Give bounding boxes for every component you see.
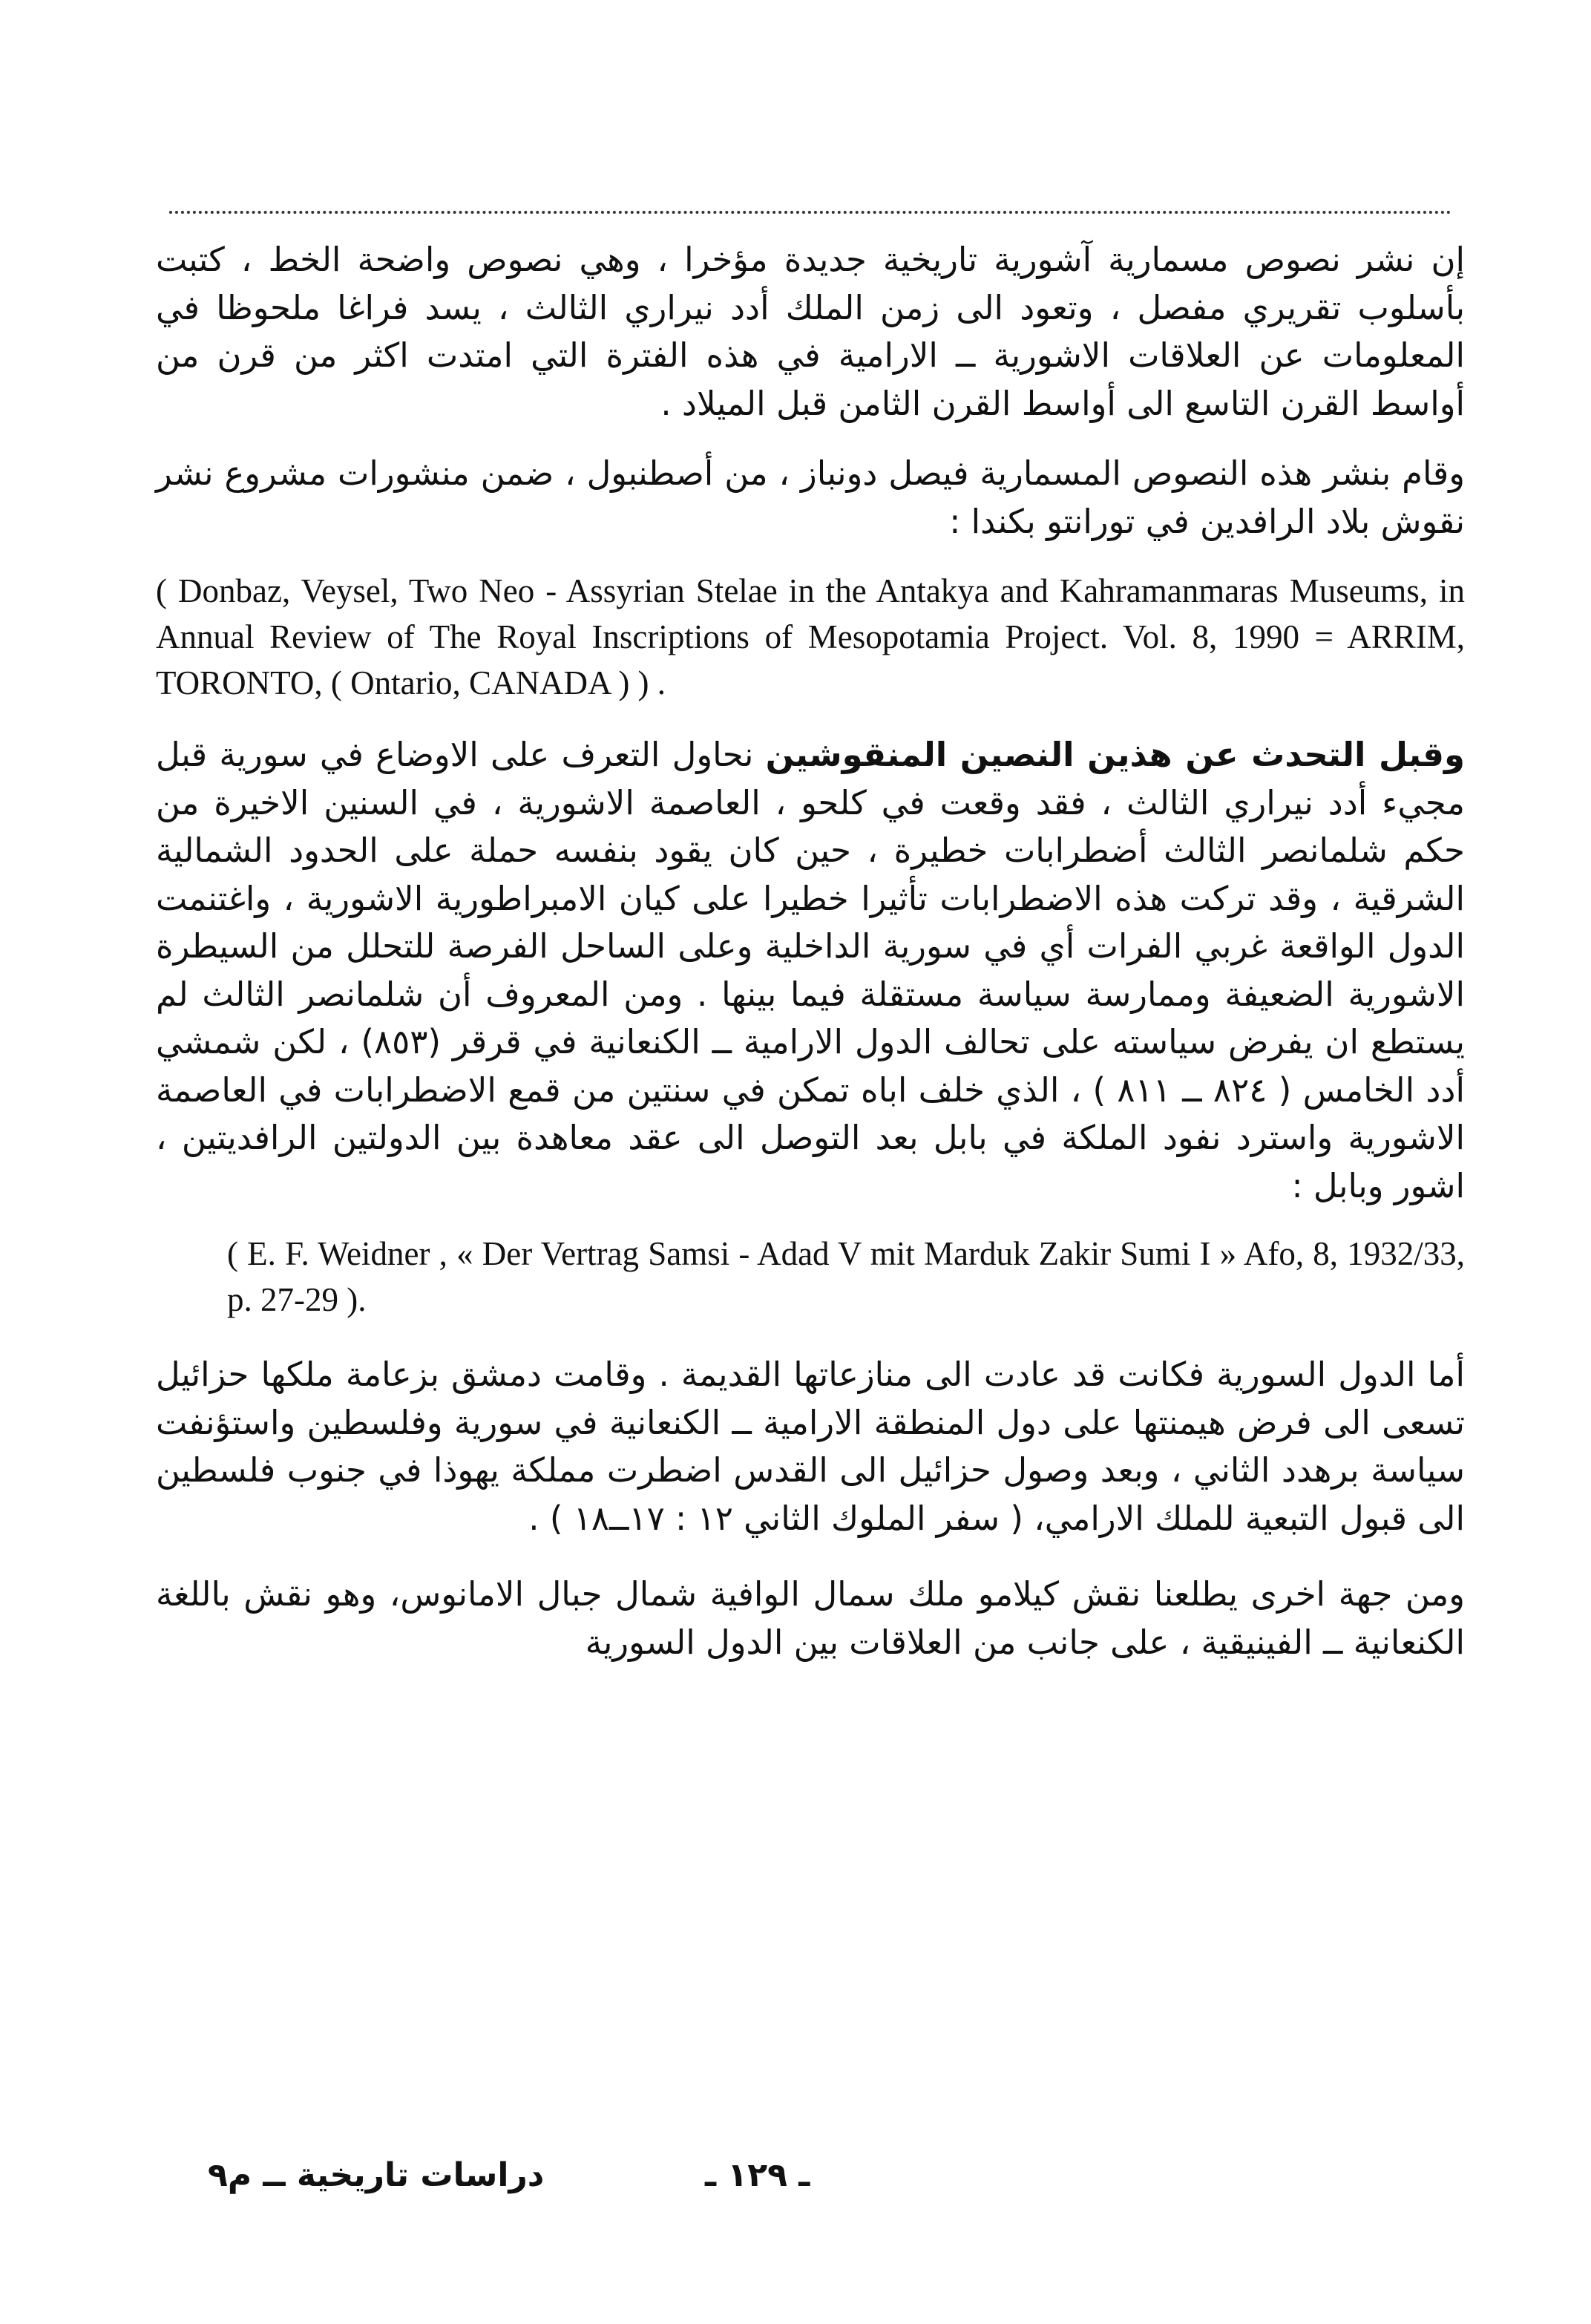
paragraph-syrian-states: أما الدول السورية فكانت قد عادت الى منازعاتها القديمة . وقامت دمشق بزعامة ملكها حزائيل تسعى الى فرض هيمنتها على دول المنطقة الارامية ــ الكنعانية في سورية وفلسطين واستؤنفت سياسة برهدد الثاني ، وبعد وصول حزائيل الى القدس اضطرت مملكة يهوذا في جنوب فلسطين الى قبول التبعية للملك الارامي، ( سفر الملوك الثاني ١٢ : ١٧ــ١٨ ) . (156, 1355, 1465, 1538)
citation-weidner: ( E. F. Weidner , « Der Vertrag Samsi - Adad V mit Marduk Zakir Sumi I » Afo, 8, 1932/33, p. 27-29 ). (227, 1235, 1465, 1318)
paragraph-lead-bold: وقبل التحدث عن هذين النصين المنقوشين (765, 735, 1465, 774)
body-text (156, 236, 1465, 1666)
top-divider (169, 211, 1451, 214)
page-number: ـ ١٢٩ ـ (705, 2156, 810, 2194)
paragraph-syria-body: نحاول التعرف على الاوضاع في سورية قبل مجيء أدد نيراري الثالث ، فقد وقعت في كلحو ، العاصمة الاشورية ، في السنين الاخيرة من حكم شلمانصر الثالث أضطرابات خطيرة ، حين كان يقود بنفسه حملة على الحدود الشمالية الشرقية ، وقد تركت هذه الاضطرابات تأثيرا خطيرا على كيان الامبراطورية الاشورية ، واغتنمت الدول الواقعة غربي الفرات أي في سورية الداخلية وعلى الساحل الفرصة للتحلل من السيطرة الاشورية الضعيفة وممارسة سياسة مستقلة فيما بينها . ومن المعروف أن شلمانصر الثالث لم يستطع ان يفرض سياسته على تحالف الدول الارامية ــ الكنعانية في قرقر (٨٥٣) ، لكن شمشي أدد الخامس ( ٨٢٤ ــ ٨١١ ) ، الذي خلف اباه تمكن في سنتين من قمع الاضطرابات في العاصمة الاشورية واسترد نفود الملكة في بابل بعد التوصل الى عقد معاهدة بين الدولتين الرافديتين ، اشور وبابل : (156, 735, 1465, 1205)
paragraph-syria-situation (156, 731, 1465, 1210)
page-footer (0, 2156, 1591, 2216)
paragraph-publication: وقام بنشر هذه النصوص المسمارية فيصل دونباز ، من أصطنبول ، ضمن منشورات مشروع نشر نقوش بلاد الرافدين في تورانتو بكندا : (156, 454, 1465, 541)
paragraph-kilamuwa: ومن جهة اخرى يطلعنا نقش كيلامو ملك سمال الوافية شمال جبال الامانوس، وهو نقش باللغة الكنعانية ــ الفينيقية ، على جانب من العلاقات بين الدول السورية (156, 1574, 1465, 1662)
paragraph-intro: إن نشر نصوص مسمارية آشورية تاريخية جديدة مؤخرا ، وهي نصوص واضحة الخط ، كتبت بأسلوب تقريري مفصل ، وتعود الى زمن الملك أدد نيراري الثالث ، يسد فراغا ملحوظا في المعلومات عن العلاقات الاشورية ــ الارامية في هذه الفترة التي امتدت اكثر من قرن من أواسط القرن التاسع الى أواسط القرن الثامن قبل الميلاد . (156, 240, 1465, 423)
citation-donbaz: ( Donbaz, Veysel, Two Neo - Assyrian Stelae in the Antakya and Kahramanmaras Museums, in Annual Review of The Royal Inscriptions of Mesopotamia Project. Vol. 8, 1990 = ARRIM, TORONTO, ( Ontario, CANADA ) ) . (156, 572, 1465, 701)
footer-book-title: دراسات تاريخية ــ م٩ (208, 2156, 545, 2194)
